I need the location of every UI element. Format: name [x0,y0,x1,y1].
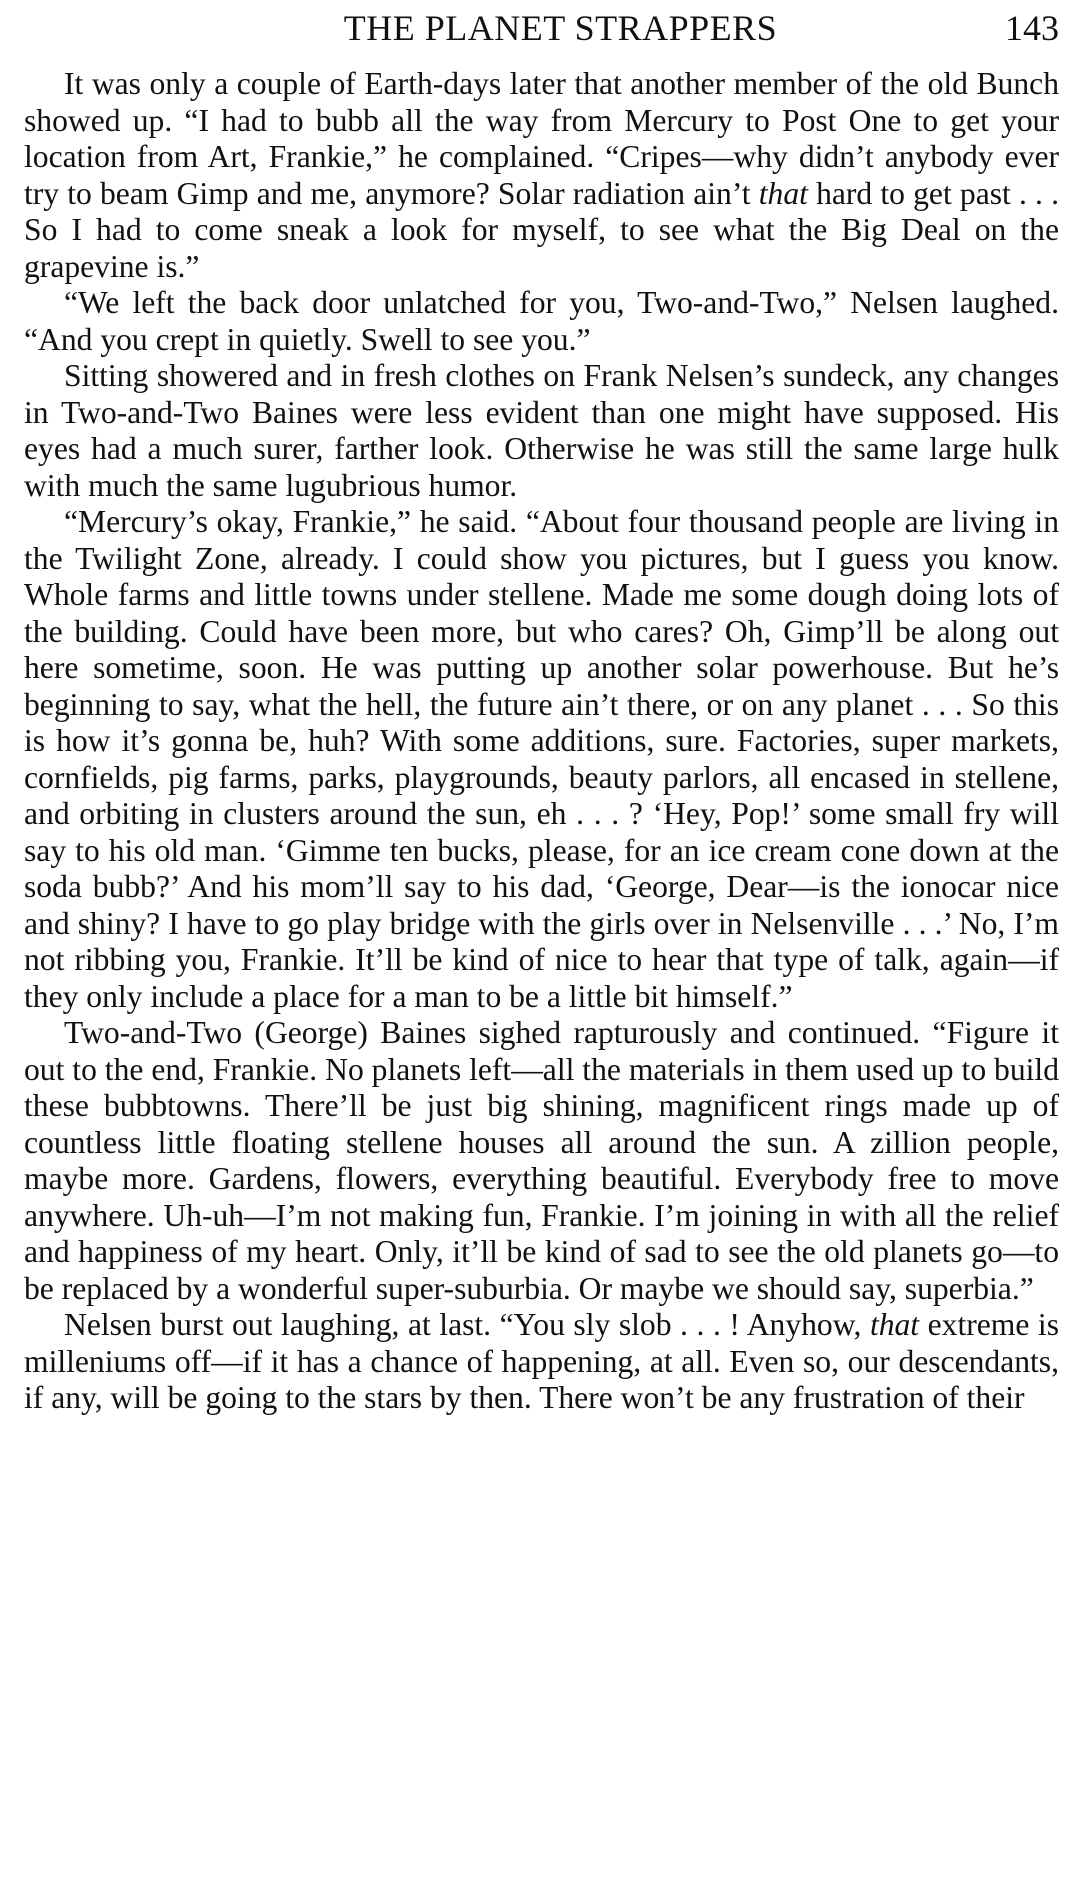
emphasis: that [758,175,808,211]
paragraph [24,1015,1059,1307]
paragraph [24,358,1059,504]
text-run: extreme is milleniums off—if it has a chance of happening, at all. Even so, our descendants, if any, will be going to the stars by then. There won’t be any frustration of their [24,1307,1059,1415]
text-run: Sitting showered and in fresh clothes on Frank Nelsen’s sundeck, any changes in Two-and-Two Baines were less evident than one might have supposed. His eyes had a much surer, farther look. Otherwise he was still the same large hulk with much the same lugubrious humor. [24,358,1059,503]
paragraph [24,1307,1059,1417]
text-run: “Mercury’s okay, Frankie,” he said. “About four thousand people are living in the Twilight Zone, already. I could show you pictures, but I guess you know. Whole farms and little towns under stellene. Made me some dough doing lots of the building. Could have been more, but who cares? Oh, Gimp’ll be along out here sometime, soon. He was putting up another solar powerhouse. But he’s beginning to say, what the hell, the future ain’t there, or on any planet . . . So this is how it’s gonna be, huh? With some additions, sure. Factories, super markets, cornfields, pig farms, parks, playgrounds, beauty parlors, all encased in stellene, and orbiting in clusters around the sun, eh . . . ? ‘Hey, Pop!’ some small fry will say to his old man. ‘Gimme ten bucks, please, for an ice cream cone down at the soda bubb?’ And his mom’ll say to his dad, ‘George, Dear—is the ionocar nice and shiny? I have to go play bridge with the girls over in Nelsenville . . .’ No, I’m not ribbing you, Frankie. It’ll be kind of nice to hear that type of talk, again—if they only include a place for a man to be a little bit himself.” [24,504,1059,1014]
page-number: 143 [1005,8,1059,48]
text-run: Nelsen burst out laughing, at last. “You sly slob . . . ! Anyhow, [64,1307,870,1342]
emphasis: that [869,1307,920,1342]
text-run: “We left the back door unlatched for you, Two-and-Two,” Nelsen laughed. “And you crept in quietly. Swell to see you.” [24,285,1059,357]
text-run: Two-and-Two (George) Baines sighed rapturously and continued. “Figure it out to the end, Frankie. No planets left—all the materials in them used up to build these bubbtowns. There’ll be just big shining, magnificent rings made up of countless little floating stellene houses all around the sun. A zillion people, maybe more. Gardens, flowers, everything beautiful. Everybody free to move anywhere. Uh-uh—I’m not making fun, Frankie. I’m joining in with all the relief and happiness of my heart. Only, it’ll be kind of sad to see the old planets go—to be replaced by a wonderful super-suburbia. Or maybe we should say, superbia.” [24,1015,1059,1306]
text-run: hard to get past . . . So I had to come sneak a look for myself, to see what the Big Deal on the grapevine is.” [24,175,1060,284]
text-run: It was only a couple of Earth-days later that another member of the old Bunch showed up. “I had to bubb all the way from Mercury to Post One to get your location from Art, Frankie,” he complained. “Cripes—why didn’t anybody ever try to beam Gimp and me, anymore? Solar radiation ain’t [24,66,1059,211]
paragraph [24,66,1059,285]
book-title: THE PLANET STRAPPERS [343,8,778,48]
running-head [16,0,1065,66]
body-text [16,66,1065,1417]
paragraph [24,504,1059,1015]
paragraph [24,285,1059,358]
book-page [16,0,1065,1893]
